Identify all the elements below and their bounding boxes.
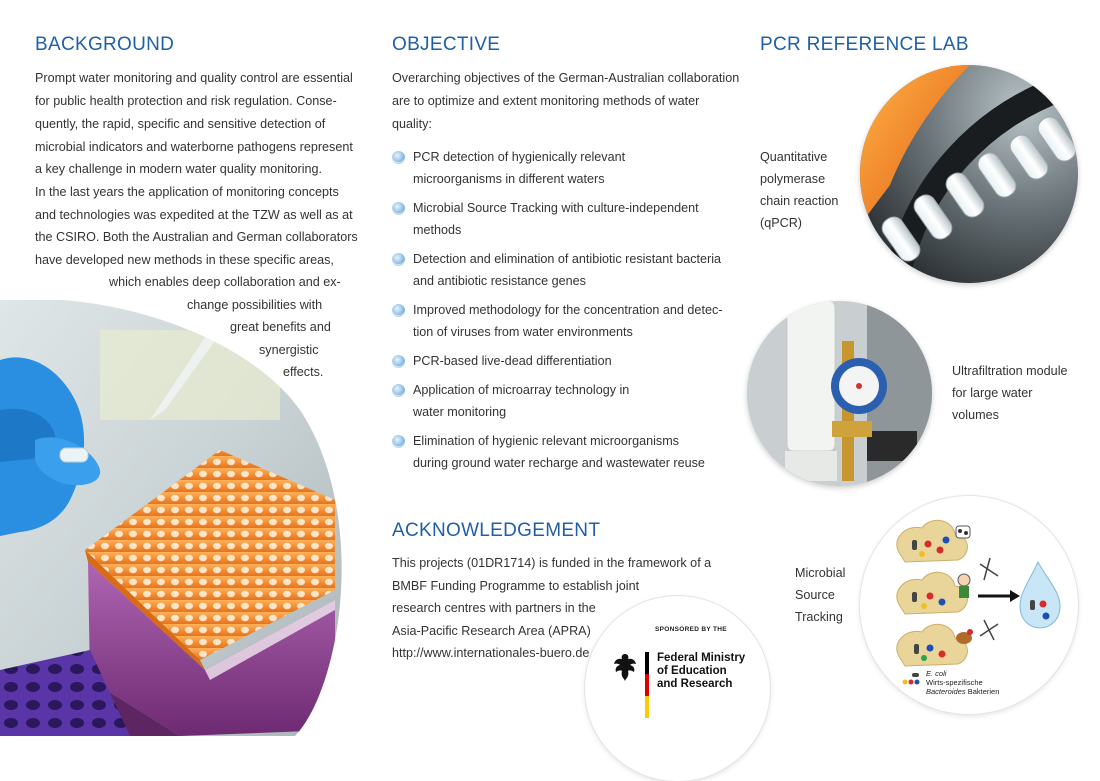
qpcr-caption-line: (qPCR) (760, 216, 802, 230)
federal-eagle-icon (613, 652, 637, 682)
objective-list (392, 146, 722, 481)
child-icon (958, 574, 970, 598)
ultrafiltration-photo (747, 301, 932, 486)
water-drop-bullet-icon (392, 151, 405, 164)
objective-item-line: during ground water recharge and wastewater reuse (413, 456, 705, 470)
cow-icon (956, 526, 970, 538)
sponsor-label: SPONSORED BY THE (655, 626, 727, 633)
background-line: which enables deep collaboration and ex- (109, 275, 341, 289)
objective-item-line: Elimination of hygienic relevant microorganisms (413, 434, 679, 448)
background-line: great benefits and (230, 320, 331, 334)
objective-intro-line: quality: (392, 117, 432, 131)
objective-item (392, 248, 722, 292)
ministry-line: Federal Ministry (657, 652, 746, 664)
ultrafiltration-caption-line: volumes (952, 408, 999, 422)
objective-item-line: Detection and elimination of antibiotic resistant bacteria (413, 252, 722, 266)
qpcr-photo (860, 65, 1078, 283)
mst-caption-line: Source (795, 588, 835, 602)
objective-item (392, 146, 722, 190)
qpcr-caption-line: polymerase (760, 172, 826, 186)
ultrafiltration-caption-line: Ultrafiltration module (952, 364, 1068, 378)
acknowledgement-link[interactable]: http://www.internationales-buero.de (392, 646, 590, 660)
water-drop-bullet-icon (392, 202, 405, 215)
background-line: and technologies was expedited at the TZW as well as at (35, 208, 353, 222)
mst-caption-line: Microbial (795, 566, 846, 580)
objective-item-line: and antibiotic resistance genes (413, 274, 586, 288)
background-line: Prompt water monitoring and quality control are essential (35, 71, 353, 85)
mst-caption-line: Tracking (795, 610, 843, 624)
sample-blob-chicken (897, 624, 968, 666)
objective-intro-line: Overarching objectives of the German-Australian collaboration (392, 71, 740, 85)
ultrafiltration-caption-line: for large water (952, 386, 1033, 400)
background-line: a key challenge in modern water quality monitoring. (35, 162, 323, 176)
qpcr-caption (760, 146, 838, 234)
water-drop-icon (1020, 562, 1060, 628)
qpcr-caption-line: Quantitative (760, 150, 828, 164)
mst-diagram (860, 496, 1078, 714)
sponsor-logo (585, 596, 770, 781)
background-line: the CSIRO. Both the Australian and German collaborators (35, 230, 358, 244)
ministry-name (657, 652, 745, 691)
ultrafiltration-caption (952, 360, 1068, 426)
background-line: effects. (283, 365, 324, 379)
pcr-lab-heading: PCR REFERENCE LAB (760, 34, 969, 55)
water-drop-bullet-icon (392, 384, 405, 397)
objective-item-line: PCR-based live-dead differentiation (413, 354, 612, 368)
background-line: synergistic (259, 343, 319, 357)
ministry-line: of Education (657, 665, 727, 677)
legend-host-line1: Wirts-spezifische (926, 678, 983, 687)
objective-intro-line: are to optimize and extent monitoring methods of water (392, 94, 700, 108)
background-heading: BACKGROUND (35, 34, 175, 55)
background-line: quently, the rapid, specific and sensitive detection of (35, 117, 326, 131)
acknowledgement-heading: ACKNOWLEDGEMENT (392, 520, 601, 541)
water-drop-bullet-icon (392, 304, 405, 317)
legend-bakterien: Bakterien (965, 687, 1000, 696)
acknowledgement-line: BMBF Funding Programme to establish joint (392, 579, 640, 593)
objective-item (392, 350, 722, 372)
acknowledgement-line: research centres with partners in the (392, 601, 596, 615)
qpcr-caption-line: chain reaction (760, 194, 839, 208)
objective-item-line: microorganisms in different waters (413, 172, 605, 186)
background-line: change possibilities with (187, 298, 323, 312)
objective-item-line: PCR detection of hygienically relevant (413, 150, 626, 164)
objective-item-line: water monitoring (413, 405, 507, 419)
objective-heading: OBJECTIVE (392, 34, 501, 55)
background-line: have developed new methods in these specific areas, (35, 253, 334, 267)
acknowledgement-line: This projects (01DR1714) is funded in the framework of a (392, 556, 712, 570)
objective-item (392, 379, 722, 423)
objective-item-line: Improved methodology for the concentration and detec- (413, 303, 723, 317)
legend-host-line2 (926, 687, 999, 696)
legend-bacteroides: Bacteroides (926, 687, 966, 696)
objective-item-line: tion of viruses from water environments (413, 325, 633, 339)
chicken-icon (956, 629, 973, 644)
objective-item (392, 197, 722, 241)
ministry-line: and Research (657, 678, 733, 690)
acknowledgement-line: Asia-Pacific Research Area (APRA) (392, 624, 591, 638)
objective-item-line: methods (413, 223, 462, 237)
objective-item (392, 430, 722, 474)
objective-item-line: Microbial Source Tracking with culture-independent (413, 201, 699, 215)
water-drop-bullet-icon (392, 253, 405, 266)
objective-item-line: Application of microarray technology in (413, 383, 630, 397)
background-line: for public health protection and risk regulation. Conse- (35, 94, 337, 108)
flag-stripes (645, 652, 649, 718)
sample-blob-human (897, 572, 968, 614)
water-drop-bullet-icon (392, 355, 405, 368)
background-line: In the last years the application of monitoring concepts (35, 185, 339, 199)
objective-item (392, 299, 722, 343)
mst-caption (795, 562, 845, 628)
background-line: microbial indicators and waterborne pathogens represent (35, 140, 353, 154)
legend-ecoli: E. coli (926, 669, 947, 678)
water-drop-bullet-icon (392, 435, 405, 448)
